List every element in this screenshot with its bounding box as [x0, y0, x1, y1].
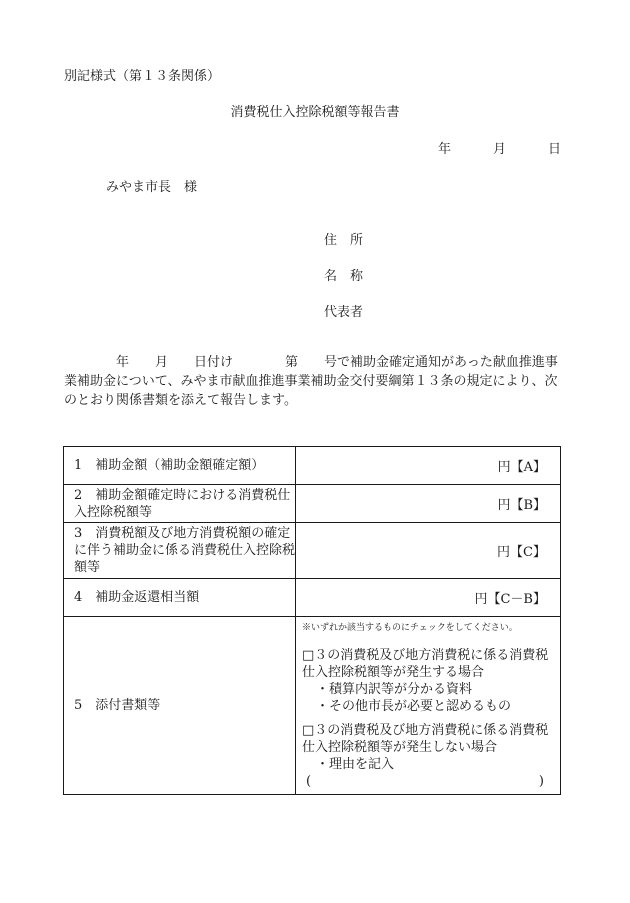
date-month: 月 — [493, 142, 507, 157]
row-value: 円【B】 — [296, 485, 561, 523]
row-value: 円【A】 — [296, 447, 561, 485]
sender-address-label: 住 所 — [324, 233, 364, 248]
table-row — [64, 523, 561, 579]
attachment-label: 5 添付書類等 — [64, 617, 296, 795]
checkbox-option-1[interactable]: □３の消費税及び地方消費税に係る消費税仕入控除税額等が発生する場合 — [302, 648, 549, 680]
table-row-attachment — [64, 617, 561, 795]
row-label: 3 消費税額及び地方消費税額の確定に伴う補助金に係る消費税仕入控除税額等 — [64, 523, 296, 579]
table-row — [64, 447, 561, 485]
addressee: みやま市長 様 — [106, 180, 198, 195]
form-label: 別記様式（第１３条関係） — [64, 69, 221, 84]
date-day: 日 — [548, 142, 562, 157]
row-label: 4 補助金返還相当額 — [64, 579, 296, 617]
document-title: 消費税仕入控除税額等報告書 — [230, 105, 400, 120]
sender-representative-label: 代表者 — [324, 305, 364, 320]
table-row — [64, 485, 561, 523]
row-label: 2 補助金額確定時における消費税仕入控除税額等 — [64, 485, 296, 523]
attachment-cell — [296, 617, 561, 795]
sender-name-label: 名 称 — [324, 269, 364, 284]
checkbox-option-2[interactable]: □３の消費税及び地方消費税に係る消費税仕入控除税額等が発生しない場合 — [302, 723, 549, 755]
row-value: 円【C】 — [296, 523, 561, 579]
date-year: 年 — [438, 142, 452, 157]
report-table — [63, 446, 561, 795]
option-1-item: ・その他市長が必要と認めるもの — [316, 699, 512, 714]
paren-close: ) — [538, 774, 544, 789]
option-1-item: ・積算内訳等が分かる資料 — [316, 682, 473, 697]
body-paragraph: 年 月 日付け 第 号で補助金確定通知があった献血推進事業補助金について、みやま市献血推進事業補助金交付要綱第１３条の規定により、次のとおり関係書類を添えて報告します。 — [64, 355, 558, 408]
table-row — [64, 579, 561, 617]
option-2-item: ・理由を記入 — [316, 757, 395, 772]
row-label: 1 補助金額（補助金額確定額） — [64, 447, 296, 485]
attachment-note: ※いずれか該当するものにチェックをしてください。 — [302, 623, 518, 633]
paren-open: ( — [306, 774, 312, 789]
row-value: 円【C－B】 — [296, 579, 561, 617]
reason-field[interactable] — [302, 773, 552, 790]
date-line — [438, 138, 561, 157]
